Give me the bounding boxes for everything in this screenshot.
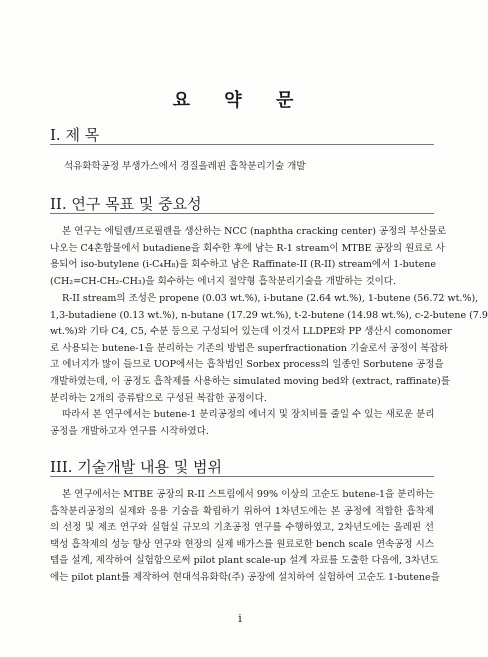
paragraph-line: 택성 흡착제의 성능 향상 연구와 현장의 실제 배가스를 원료로한 bench scale 연속공정 시스	[50, 538, 434, 550]
section-divider	[50, 213, 434, 214]
paragraph-line: 고 에너지가 많이 들므로 UOP에서는 흡착법인 Sorbex process의 일종인 Sorbutene 공정을	[50, 359, 444, 371]
paragraph-composition	[50, 291, 488, 407]
paragraph-line: 공정을 개발하고자 연구를 시작하였다.	[50, 425, 209, 437]
page-title: 요 약 문	[172, 90, 308, 111]
paragraph-line: 분리하는 2개의 증류탑으로 구성된 복잡한 공정이다.	[50, 392, 267, 404]
paragraph-line: (CH₂=CH-CH₂-CH₃)을 회수하는 에너지 절약형 흡착분리기술을 개발하는 것이다.	[50, 275, 396, 287]
paragraph-line: 흡착분리공정의 실제와 응용 기술을 확립하기 위하여 1차년도에는 본 공정에 적합한 흡착제	[50, 505, 434, 517]
paragraph-line: 1,3-butadiene (0.13 wt.%), n-butane (17.29 wt.%), t-2-butene (14.98 wt.%), c-2-butene (7.9	[50, 309, 488, 321]
paragraph-line: R-II stream의 조성은 propene (0.03 wt.%), i-butane (2.64 wt.%), 1-butene (56.72 wt.%),	[62, 293, 479, 304]
paragraph-line: 에는 pilot plant를 제작하여 현대석유화학(주) 공장에 설치하여 실험하여 고순도 1-butene을	[50, 571, 440, 583]
paragraph-line: wt.%)와 기타 C4, C5, 수분 등으로 구성되어 있는데 이것서 LLDPE와 PP 생산시 comonomer	[50, 326, 452, 338]
paragraph-line: 본 연구에서는 MTBE 공장의 R-II 스트림에서 99% 이상의 고순도 butene-1을 분리하는	[62, 489, 434, 500]
paragraph-intro	[50, 224, 447, 290]
project-title-text: 석유화학공정 부생가스에서 경질올레핀 흡착분리기술 개발	[64, 161, 306, 172]
paragraph-line: 따라서 본 연구에서는 butene-1 분리공정의 에너지 및 장치비를 줄일 수 있는 새로운 분리	[62, 409, 435, 420]
section-heading-scope: III. 기술개발 내용 및 범위	[50, 458, 223, 476]
section-divider	[50, 144, 434, 145]
paragraph-line: 용되어 iso-butylene (i-C₄H₈)을 회수하고 남은 Raffinate-II (R-II) stream에서 1-butene	[50, 259, 436, 271]
section-heading-goals: II. 연구 목표 및 중요성	[50, 195, 202, 213]
paragraph-line: 템을 설계, 제작하여 실험함으로써 pilot plant scale-up 설계 자료를 도출한 다음에, 3차년도	[50, 555, 439, 567]
paragraph-line: 로 사용되는 butene-1을 분리하는 기존의 방법은 superfractionation 기술로서 공정이 복잡하	[50, 342, 448, 354]
section-heading-title: I. 제 목	[50, 126, 100, 144]
page-number: i	[238, 612, 242, 625]
paragraph-scope	[50, 487, 440, 587]
section-divider	[50, 476, 434, 477]
paragraph-objective	[50, 407, 434, 440]
paragraph-line: 본 연구는 에틸렌/프로필렌을 생산하는 NCC (naphtha cracking center) 공정의 부산물로	[62, 226, 447, 237]
paragraph-line: 나오는 C4혼합물에서 butadiene을 회수한 후에 남는 R-1 stream이 MTBE 공장의 원료로 사	[50, 242, 445, 254]
paragraph-line: 의 선정 및 제조 연구와 실험실 규모의 기초공정 연구를 수행하였고, 2차년도에는 올레핀 선	[50, 522, 434, 534]
paragraph-line: 개발하였는데, 이 공정도 흡착제를 사용하는 simulated moving bed와 (extract, raffinate)를	[50, 375, 450, 387]
